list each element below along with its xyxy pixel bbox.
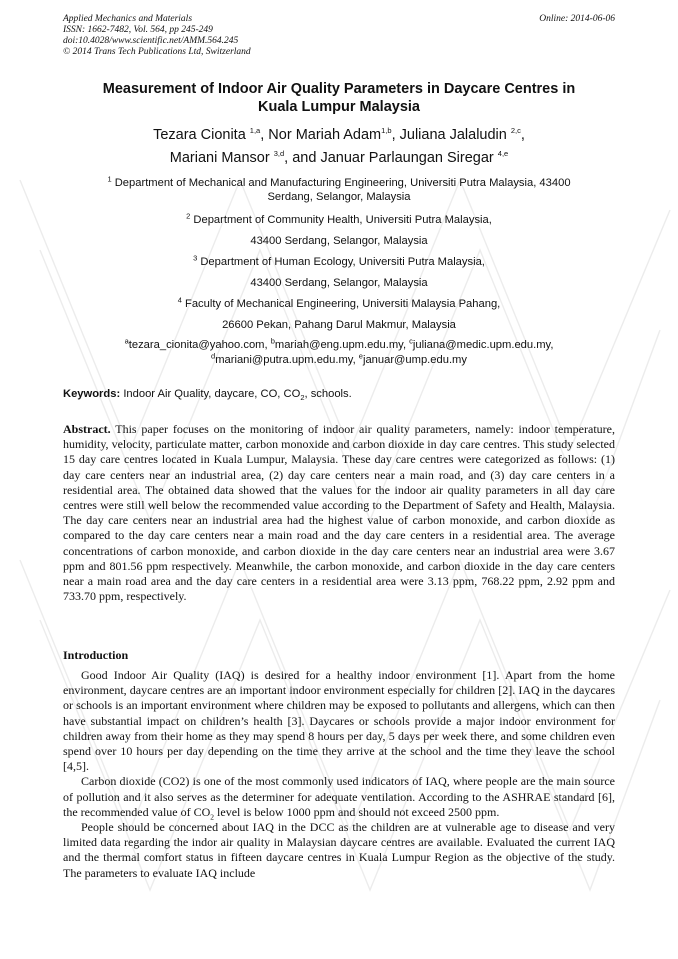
affiliation-1 [63,176,615,204]
doi: doi:10.4028/www.scientific.net/AMM.564.245 [63,36,239,46]
paper-title [63,80,615,116]
author-name: Juliana Jalaludin [399,127,507,143]
affiliation-number: 3 [193,253,198,263]
affiliation-text: Department of Mechanical and Manufacturing Engineering, Universiti Putra Malaysia, 43400 [114,177,571,189]
keywords-text: Indoor Air Quality, daycare, CO, CO [123,388,301,400]
email-marker: a [124,336,129,346]
affiliation-3 [63,252,615,294]
separator: , [402,339,410,351]
email-link[interactable]: mariah@eng.upm.edu.my [274,339,403,351]
paragraph: Good Indoor Air Quality (IAQ) is desired for a healthy indoor environment [1]. Apart from the home environment, daycare centres are an important indoor environment especially for children [2]. IAQ in the daycares or schools is an important environment where children may be exposed to pollutants and allergens, which can then have substantial impact on children’s health [3]. Daycares or schools provide a major indoor environment for children away from their home as they may spend 8 hours per day, 5 days per week there, and some children even spend over 10 hours per day depending on the time they arrive at the school and the time they leave the school [4,5]. [63,668,615,774]
abstract [63,422,615,604]
separator: , [391,127,400,143]
author-name: Tezara Cionita [153,127,246,143]
paragraph-text: level is below 1000 ppm and should not exceed 2500 ppm. [214,804,500,819]
email-link[interactable]: mariani@putra.upm.edu.my [215,354,353,366]
authors-line-2 [63,147,615,170]
affiliation-text: Department of Community Health, Universiti Putra Malaysia, [193,214,492,226]
issn: ISSN: 1662-7482, Vol. 564, pp 245-249 [63,25,213,35]
email-link[interactable]: juliana@medic.upm.edu.my [412,339,551,351]
separator: , [352,354,359,366]
title-line-1: Measurement of Indoor Air Quality Parameters in Daycare Centres in [102,81,576,97]
author-name: Nor Mariah Adam [268,127,382,143]
affiliation-4 [63,294,615,336]
journal-header [63,14,615,58]
paragraph-text: Carbon dioxide (CO2) is one of the most commonly used indicators of IAQ, where people are the main source of pollution and it also serves as the determiner for adequate ventilation. According to the ASHRAE standard [6], the recommended value of CO [63,774,615,819]
separator: , [264,339,271,351]
keywords-subscript: 2 [300,393,305,403]
author-list [63,124,615,170]
author-name: Januar Parlaungan Siregar [320,150,494,166]
affiliation-text: 43400 Serdang, Selangor, Malaysia [250,235,428,247]
paragraph: People should be concerned about IAQ in the DCC as the children are at vulnerable age to disease and very limited data regarding the indor air quality in Malaysian daycare centres are available. Evaluated the current IAQ and the thermal comfort status in fifteen daycare centres in Kuala Lumpur Region as the objective of the study. The parameters to evaluate IAQ include [63,820,615,880]
subscript: 2 [210,812,215,822]
paragraph [63,774,615,820]
online-date: Online: 2014-06-06 [539,14,615,24]
abstract-text: This paper focuses on the monitoring of indoor air quality parameters, namely: indoor temperature, humidity, velocity, particulate matter, carbon monoxide and carbon dioxide in day care centres. This study selected 15 day care centres located in Kuala Lumpur, Malaysia. These day care centres were categorized as follows: (1) day care centers near an industrial area, (2) day care centers near a main road, and (3) day care centers in a residential area. The obtained data showed that the values for the indoor air quality parameters in all day care centres were still well below the recommended value according to the Department of Safety and Health, Malaysia. The day care centers near an industrial area had the highest value of carbon monoxide, and carbon dioxide as compared to the day care centers near a main road and the day care centers in a residential area. The average concentrations of carbon monoxide, and carbon dioxide in the day care centers near an industrial area were 3.67 ppm and 801.56 ppm respectively. Meanwhile, the carbon monoxide, and carbon dioxide in the day care centers near a main road area and the day care centers in a residential area were 3.13 ppm, 768.22 ppm, 2.92 ppm and 733.70 ppm, respectively. [63,422,615,604]
separator: , [520,127,525,143]
email-marker: b [270,336,275,346]
affiliation-text: Faculty of Mechanical Engineering, Universiti Malaysia Pahang, [185,298,501,310]
author-name: Mariani Mansor [169,150,270,166]
email-link[interactable]: januar@ump.edu.my [362,354,467,366]
section-heading: Introduction [63,648,129,662]
author-affil: 1,b [381,126,392,136]
author-affil: 1,a [249,126,261,136]
title-line-2: Kuala Lumpur Malaysia [258,99,420,115]
keywords-end: , schools. [304,388,352,400]
affiliation-number: 4 [177,295,182,305]
author-affil: 2,c [510,126,521,136]
author-affil: 3,d [273,149,285,159]
keywords-label: Keywords: [63,388,121,400]
separator: , [550,339,554,351]
keywords [63,387,615,401]
affiliation-text: Serdang, Selangor, Malaysia [267,191,411,203]
authors-line-1 [63,124,615,147]
journal-name: Applied Mechanics and Materials [63,14,193,24]
abstract-label: Abstract. [63,422,111,436]
affiliation-text: 43400 Serdang, Selangor, Malaysia [250,277,428,289]
email-link[interactable]: tezara_cionita@yahoo.com [128,339,265,351]
copyright: © 2014 Trans Tech Publications Ltd, Switzerland [63,47,251,57]
email-list [63,338,615,368]
affiliation-text: 26600 Pekan, Pahang Darul Makmur, Malaysia [222,319,456,331]
introduction-body [63,668,615,881]
separator: , and [284,150,321,166]
email-marker: c [409,336,413,346]
affiliation-number: 2 [186,211,191,221]
affiliation-2 [63,210,615,252]
affiliation-number: 1 [107,174,112,184]
author-affil: 4,e [497,149,509,159]
email-marker: e [358,351,363,361]
affiliation-text: Department of Human Ecology, Universiti Putra Malaysia, [200,256,485,268]
email-marker: d [211,351,216,361]
separator: , [260,127,269,143]
